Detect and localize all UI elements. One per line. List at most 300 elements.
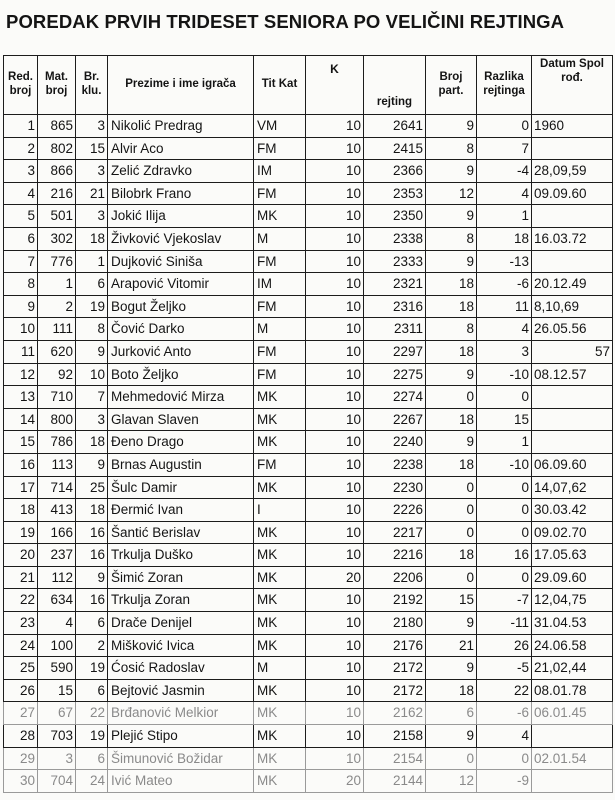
- cell-datum: [532, 386, 613, 409]
- cell-mat-broj: 112: [38, 566, 76, 589]
- cell-titula: M: [254, 657, 306, 680]
- cell-broj-partija: 12: [426, 182, 477, 205]
- cell-razlika: -7: [477, 589, 532, 612]
- table-header: [4, 56, 613, 115]
- cell-rejting: 2240: [364, 431, 426, 454]
- cell-broj-kluba: 9: [76, 566, 108, 589]
- cell-broj-partija: 9: [426, 160, 477, 183]
- cell-broj-kluba: 6: [76, 612, 108, 635]
- cell-mat-broj: 590: [38, 657, 76, 680]
- header-red-broj: Red. broj: [4, 56, 38, 115]
- header-titula: Tit Kat: [254, 56, 306, 115]
- cell-broj-partija: 0: [426, 521, 477, 544]
- cell-player-name: Trkulja Zoran: [108, 589, 254, 612]
- cell-broj-kluba: 8: [76, 318, 108, 341]
- cell-razlika: 22: [477, 679, 532, 702]
- cell-mat-broj: 302: [38, 227, 76, 250]
- table-row: [4, 182, 613, 205]
- cell-k: 10: [306, 205, 364, 228]
- cell-titula: MK: [254, 408, 306, 431]
- cell-broj-partija: 18: [426, 544, 477, 567]
- cell-k: 10: [306, 612, 364, 635]
- cell-mat-broj: 113: [38, 453, 76, 476]
- cell-player-name: Ćosić Radoslav: [108, 657, 254, 680]
- cell-red-broj: 19: [4, 521, 38, 544]
- table-row: [4, 679, 613, 702]
- cell-k: 10: [306, 476, 364, 499]
- cell-red-broj: 7: [4, 250, 38, 273]
- cell-razlika: 1: [477, 205, 532, 228]
- cell-titula: MK: [254, 476, 306, 499]
- cell-datum: [532, 137, 613, 160]
- cell-player-name: Arapović Vitomir: [108, 273, 254, 296]
- cell-datum: 26.05.56: [532, 318, 613, 341]
- cell-broj-partija: 9: [426, 115, 477, 138]
- cell-broj-partija: 9: [426, 363, 477, 386]
- cell-razlika: 15: [477, 408, 532, 431]
- cell-rejting: 2353: [364, 182, 426, 205]
- cell-player-name: Jurković Anto: [108, 340, 254, 363]
- cell-broj-kluba: 25: [76, 476, 108, 499]
- cell-rejting: 2217: [364, 521, 426, 544]
- cell-mat-broj: 866: [38, 160, 76, 183]
- cell-rejting: 2267: [364, 408, 426, 431]
- table-row: [4, 476, 613, 499]
- cell-datum: 09.02.70: [532, 521, 613, 544]
- table-row: [4, 160, 613, 183]
- cell-datum: [532, 770, 613, 793]
- cell-k: 10: [306, 657, 364, 680]
- cell-broj-kluba: 3: [76, 205, 108, 228]
- cell-broj-partija: 8: [426, 137, 477, 160]
- cell-titula: FM: [254, 137, 306, 160]
- cell-k: 10: [306, 453, 364, 476]
- cell-titula: FM: [254, 363, 306, 386]
- cell-razlika: -5: [477, 657, 532, 680]
- table-row: [4, 250, 613, 273]
- cell-datum: 06.01.45: [532, 702, 613, 725]
- cell-datum: 14,07,62: [532, 476, 613, 499]
- cell-titula: MK: [254, 747, 306, 770]
- cell-red-broj: 1: [4, 115, 38, 138]
- cell-broj-partija: 21: [426, 634, 477, 657]
- table-row: [4, 725, 613, 748]
- cell-red-broj: 17: [4, 476, 38, 499]
- cell-razlika: 26: [477, 634, 532, 657]
- cell-datum: 57: [532, 340, 613, 363]
- cell-datum: 8,10,69: [532, 295, 613, 318]
- cell-mat-broj: 4: [38, 612, 76, 635]
- cell-red-broj: 16: [4, 453, 38, 476]
- cell-broj-partija: 18: [426, 295, 477, 318]
- cell-player-name: Šimunović Božidar: [108, 747, 254, 770]
- cell-titula: MK: [254, 770, 306, 793]
- cell-razlika: -9: [477, 770, 532, 793]
- cell-datum: 31.04.53: [532, 612, 613, 635]
- table-row: [4, 702, 613, 725]
- header-broj-partija: Broj part.: [426, 56, 477, 115]
- cell-broj-partija: 12: [426, 770, 477, 793]
- cell-k: 10: [306, 295, 364, 318]
- cell-player-name: Brnas Augustin: [108, 453, 254, 476]
- cell-red-broj: 15: [4, 431, 38, 454]
- cell-mat-broj: 237: [38, 544, 76, 567]
- cell-broj-partija: 8: [426, 227, 477, 250]
- cell-datum: 28,09,59: [532, 160, 613, 183]
- cell-k: 10: [306, 273, 364, 296]
- table-row: [4, 431, 613, 454]
- cell-razlika: 0: [477, 386, 532, 409]
- cell-datum: 29.09.60: [532, 566, 613, 589]
- cell-player-name: Mehmedović Mirza: [108, 386, 254, 409]
- cell-red-broj: 18: [4, 499, 38, 522]
- cell-broj-kluba: 3: [76, 115, 108, 138]
- table-row: [4, 227, 613, 250]
- cell-datum: 16.03.72: [532, 227, 613, 250]
- cell-broj-kluba: 9: [76, 453, 108, 476]
- cell-rejting: 2180: [364, 612, 426, 635]
- cell-red-broj: 10: [4, 318, 38, 341]
- cell-mat-broj: 703: [38, 725, 76, 748]
- cell-datum: 20.12.49: [532, 273, 613, 296]
- cell-datum: 12,04,75: [532, 589, 613, 612]
- cell-rejting: 2641: [364, 115, 426, 138]
- cell-k: 10: [306, 340, 364, 363]
- cell-datum: 02.01.54: [532, 747, 613, 770]
- cell-datum: 1960: [532, 115, 613, 138]
- cell-broj-kluba: 6: [76, 273, 108, 296]
- cell-red-broj: 29: [4, 747, 38, 770]
- cell-titula: MK: [254, 386, 306, 409]
- cell-red-broj: 6: [4, 227, 38, 250]
- cell-player-name: Dujković Siniša: [108, 250, 254, 273]
- cell-rejting: 2311: [364, 318, 426, 341]
- cell-player-name: Đermić Ivan: [108, 499, 254, 522]
- cell-razlika: 16: [477, 544, 532, 567]
- cell-mat-broj: 3: [38, 747, 76, 770]
- cell-datum: 09.09.60: [532, 182, 613, 205]
- cell-mat-broj: 413: [38, 499, 76, 522]
- cell-razlika: 11: [477, 295, 532, 318]
- cell-k: 10: [306, 137, 364, 160]
- page-title: POREDAK PRVIH TRIDESET SENIORA PO VELIČINI REJTINGA: [6, 11, 565, 32]
- cell-player-name: Trkulja Duško: [108, 544, 254, 567]
- cell-razlika: 3: [477, 340, 532, 363]
- cell-broj-kluba: 2: [76, 634, 108, 657]
- cell-razlika: -13: [477, 250, 532, 273]
- cell-mat-broj: 710: [38, 386, 76, 409]
- cell-rejting: 2230: [364, 476, 426, 499]
- cell-broj-partija: 15: [426, 589, 477, 612]
- cell-red-broj: 4: [4, 182, 38, 205]
- cell-rejting: 2216: [364, 544, 426, 567]
- cell-player-name: Nikolić Predrag: [108, 115, 254, 138]
- cell-mat-broj: 800: [38, 408, 76, 431]
- cell-rejting: 2297: [364, 340, 426, 363]
- cell-razlika: 0: [477, 115, 532, 138]
- cell-razlika: -6: [477, 273, 532, 296]
- cell-red-broj: 13: [4, 386, 38, 409]
- cell-datum: [532, 725, 613, 748]
- cell-mat-broj: 216: [38, 182, 76, 205]
- cell-razlika: 4: [477, 182, 532, 205]
- cell-broj-partija: 0: [426, 566, 477, 589]
- table-row: [4, 295, 613, 318]
- cell-mat-broj: 166: [38, 521, 76, 544]
- cell-broj-partija: 18: [426, 679, 477, 702]
- cell-broj-kluba: 3: [76, 160, 108, 183]
- table-row: [4, 273, 613, 296]
- cell-broj-partija: 18: [426, 273, 477, 296]
- cell-rejting: 2172: [364, 679, 426, 702]
- cell-k: 10: [306, 679, 364, 702]
- table-row: [4, 115, 613, 138]
- cell-rejting: 2366: [364, 160, 426, 183]
- cell-player-name: Čović Darko: [108, 318, 254, 341]
- cell-player-name: Živković Vjekoslav: [108, 227, 254, 250]
- table-row: [4, 340, 613, 363]
- cell-razlika: -6: [477, 702, 532, 725]
- cell-mat-broj: 776: [38, 250, 76, 273]
- cell-k: 10: [306, 431, 364, 454]
- cell-broj-partija: 9: [426, 431, 477, 454]
- cell-broj-partija: 6: [426, 702, 477, 725]
- cell-k: 20: [306, 566, 364, 589]
- cell-mat-broj: 67: [38, 702, 76, 725]
- table-row: [4, 747, 613, 770]
- cell-broj-kluba: 1: [76, 250, 108, 273]
- cell-razlika: -10: [477, 453, 532, 476]
- cell-red-broj: 25: [4, 657, 38, 680]
- table-row: [4, 318, 613, 341]
- cell-k: 10: [306, 544, 364, 567]
- cell-broj-kluba: 18: [76, 227, 108, 250]
- cell-broj-partija: 9: [426, 612, 477, 635]
- cell-broj-kluba: 19: [76, 725, 108, 748]
- cell-titula: MK: [254, 725, 306, 748]
- cell-red-broj: 22: [4, 589, 38, 612]
- cell-rejting: 2333: [364, 250, 426, 273]
- header-prezime-ime: Prezime i ime igrača: [108, 56, 254, 115]
- cell-broj-partija: 0: [426, 386, 477, 409]
- cell-rejting: 2172: [364, 657, 426, 680]
- cell-player-name: Bilobrk Frano: [108, 182, 254, 205]
- cell-player-name: Glavan Slaven: [108, 408, 254, 431]
- cell-broj-kluba: 22: [76, 702, 108, 725]
- cell-titula: MK: [254, 589, 306, 612]
- cell-broj-kluba: 18: [76, 499, 108, 522]
- cell-rejting: 2321: [364, 273, 426, 296]
- cell-razlika: 0: [477, 499, 532, 522]
- cell-k: 10: [306, 250, 364, 273]
- cell-mat-broj: 111: [38, 318, 76, 341]
- cell-datum: [532, 250, 613, 273]
- cell-player-name: Ivić Mateo: [108, 770, 254, 793]
- header-rejting: rejting: [364, 56, 426, 115]
- cell-broj-kluba: 18: [76, 431, 108, 454]
- cell-broj-kluba: 24: [76, 770, 108, 793]
- cell-broj-kluba: 19: [76, 295, 108, 318]
- cell-rejting: 2176: [364, 634, 426, 657]
- cell-rejting: 2192: [364, 589, 426, 612]
- cell-titula: I: [254, 499, 306, 522]
- cell-rejting: 2238: [364, 453, 426, 476]
- cell-player-name: Plejić Stipo: [108, 725, 254, 748]
- cell-k: 10: [306, 115, 364, 138]
- cell-titula: M: [254, 227, 306, 250]
- cell-broj-partija: 0: [426, 747, 477, 770]
- cell-player-name: Šimić Zoran: [108, 566, 254, 589]
- cell-red-broj: 14: [4, 408, 38, 431]
- cell-razlika: 4: [477, 318, 532, 341]
- cell-mat-broj: 100: [38, 634, 76, 657]
- cell-razlika: 0: [477, 476, 532, 499]
- cell-player-name: Drače Denijel: [108, 612, 254, 635]
- cell-broj-kluba: 7: [76, 386, 108, 409]
- cell-datum: 30.03.42: [532, 499, 613, 522]
- cell-broj-kluba: 16: [76, 521, 108, 544]
- cell-red-broj: 9: [4, 295, 38, 318]
- ranking-table: [3, 55, 613, 793]
- cell-k: 10: [306, 386, 364, 409]
- cell-broj-kluba: 6: [76, 679, 108, 702]
- cell-broj-partija: 9: [426, 205, 477, 228]
- cell-mat-broj: 802: [38, 137, 76, 160]
- cell-player-name: Bejtović Jasmin: [108, 679, 254, 702]
- cell-player-name: Bogut Željko: [108, 295, 254, 318]
- cell-rejting: 2206: [364, 566, 426, 589]
- cell-razlika: -4: [477, 160, 532, 183]
- cell-broj-partija: 8: [426, 318, 477, 341]
- table-row: [4, 386, 613, 409]
- cell-titula: MK: [254, 679, 306, 702]
- cell-mat-broj: 714: [38, 476, 76, 499]
- cell-k: 10: [306, 182, 364, 205]
- cell-datum: 06.09.60: [532, 453, 613, 476]
- cell-red-broj: 12: [4, 363, 38, 386]
- cell-mat-broj: 92: [38, 363, 76, 386]
- cell-player-name: Zelić Zdravko: [108, 160, 254, 183]
- cell-broj-kluba: 15: [76, 137, 108, 160]
- cell-broj-partija: 18: [426, 453, 477, 476]
- header-datum: Datum Spol rođ.: [532, 56, 613, 115]
- cell-mat-broj: 634: [38, 589, 76, 612]
- cell-razlika: 1: [477, 431, 532, 454]
- cell-titula: MK: [254, 634, 306, 657]
- cell-datum: [532, 205, 613, 228]
- header-broj-kluba: Br. klu.: [76, 56, 108, 115]
- cell-k: 10: [306, 408, 364, 431]
- cell-rejting: 2275: [364, 363, 426, 386]
- cell-datum: 21,02,44: [532, 657, 613, 680]
- cell-razlika: 0: [477, 566, 532, 589]
- cell-razlika: 4: [477, 725, 532, 748]
- cell-player-name: Boto Željko: [108, 363, 254, 386]
- cell-broj-partija: 9: [426, 657, 477, 680]
- cell-player-name: Đeno Drago: [108, 431, 254, 454]
- table-row: [4, 408, 613, 431]
- cell-rejting: 2158: [364, 725, 426, 748]
- cell-rejting: 2154: [364, 747, 426, 770]
- cell-mat-broj: 786: [38, 431, 76, 454]
- cell-k: 10: [306, 227, 364, 250]
- cell-mat-broj: 704: [38, 770, 76, 793]
- cell-datum: [532, 408, 613, 431]
- cell-rejting: 2274: [364, 386, 426, 409]
- cell-broj-partija: 9: [426, 250, 477, 273]
- cell-titula: MK: [254, 521, 306, 544]
- cell-broj-kluba: 19: [76, 657, 108, 680]
- cell-rejting: 2144: [364, 770, 426, 793]
- cell-datum: [532, 431, 613, 454]
- cell-player-name: Mišković Ivica: [108, 634, 254, 657]
- cell-rejting: 2338: [364, 227, 426, 250]
- cell-mat-broj: 2: [38, 295, 76, 318]
- cell-red-broj: 11: [4, 340, 38, 363]
- table-row: [4, 634, 613, 657]
- cell-titula: MK: [254, 544, 306, 567]
- cell-k: 10: [306, 499, 364, 522]
- cell-red-broj: 20: [4, 544, 38, 567]
- cell-k: 10: [306, 634, 364, 657]
- cell-red-broj: 24: [4, 634, 38, 657]
- cell-k: 10: [306, 589, 364, 612]
- cell-mat-broj: 15: [38, 679, 76, 702]
- cell-titula: FM: [254, 250, 306, 273]
- cell-titula: MK: [254, 431, 306, 454]
- cell-mat-broj: 1: [38, 273, 76, 296]
- cell-red-broj: 28: [4, 725, 38, 748]
- table-row: [4, 770, 613, 793]
- cell-titula: FM: [254, 182, 306, 205]
- cell-mat-broj: 620: [38, 340, 76, 363]
- header-k: K: [306, 56, 364, 115]
- cell-titula: FM: [254, 453, 306, 476]
- table-row: [4, 589, 613, 612]
- cell-broj-partija: 9: [426, 725, 477, 748]
- cell-datum: 24.06.58: [532, 634, 613, 657]
- cell-red-broj: 2: [4, 137, 38, 160]
- cell-razlika: 7: [477, 137, 532, 160]
- table-row: [4, 521, 613, 544]
- header-razlika: Razlika rejtinga: [477, 56, 532, 115]
- table-body: [4, 115, 613, 793]
- cell-razlika: 18: [477, 227, 532, 250]
- cell-datum: 08.01.78: [532, 679, 613, 702]
- cell-broj-kluba: 16: [76, 589, 108, 612]
- cell-k: 10: [306, 702, 364, 725]
- cell-titula: MK: [254, 702, 306, 725]
- cell-k: 10: [306, 747, 364, 770]
- cell-mat-broj: 865: [38, 115, 76, 138]
- cell-broj-partija: 18: [426, 340, 477, 363]
- header-mat-broj: Mat. broj: [38, 56, 76, 115]
- cell-titula: IM: [254, 273, 306, 296]
- cell-rejting: 2415: [364, 137, 426, 160]
- cell-broj-partija: 0: [426, 476, 477, 499]
- cell-broj-kluba: 21: [76, 182, 108, 205]
- table-row: [4, 612, 613, 635]
- cell-k: 20: [306, 770, 364, 793]
- table-row: [4, 137, 613, 160]
- cell-player-name: Alvir Aco: [108, 137, 254, 160]
- cell-datum: 17.05.63: [532, 544, 613, 567]
- cell-red-broj: 8: [4, 273, 38, 296]
- cell-player-name: Jokić Ilija: [108, 205, 254, 228]
- cell-broj-kluba: 9: [76, 340, 108, 363]
- cell-rejting: 2226: [364, 499, 426, 522]
- cell-broj-partija: 0: [426, 499, 477, 522]
